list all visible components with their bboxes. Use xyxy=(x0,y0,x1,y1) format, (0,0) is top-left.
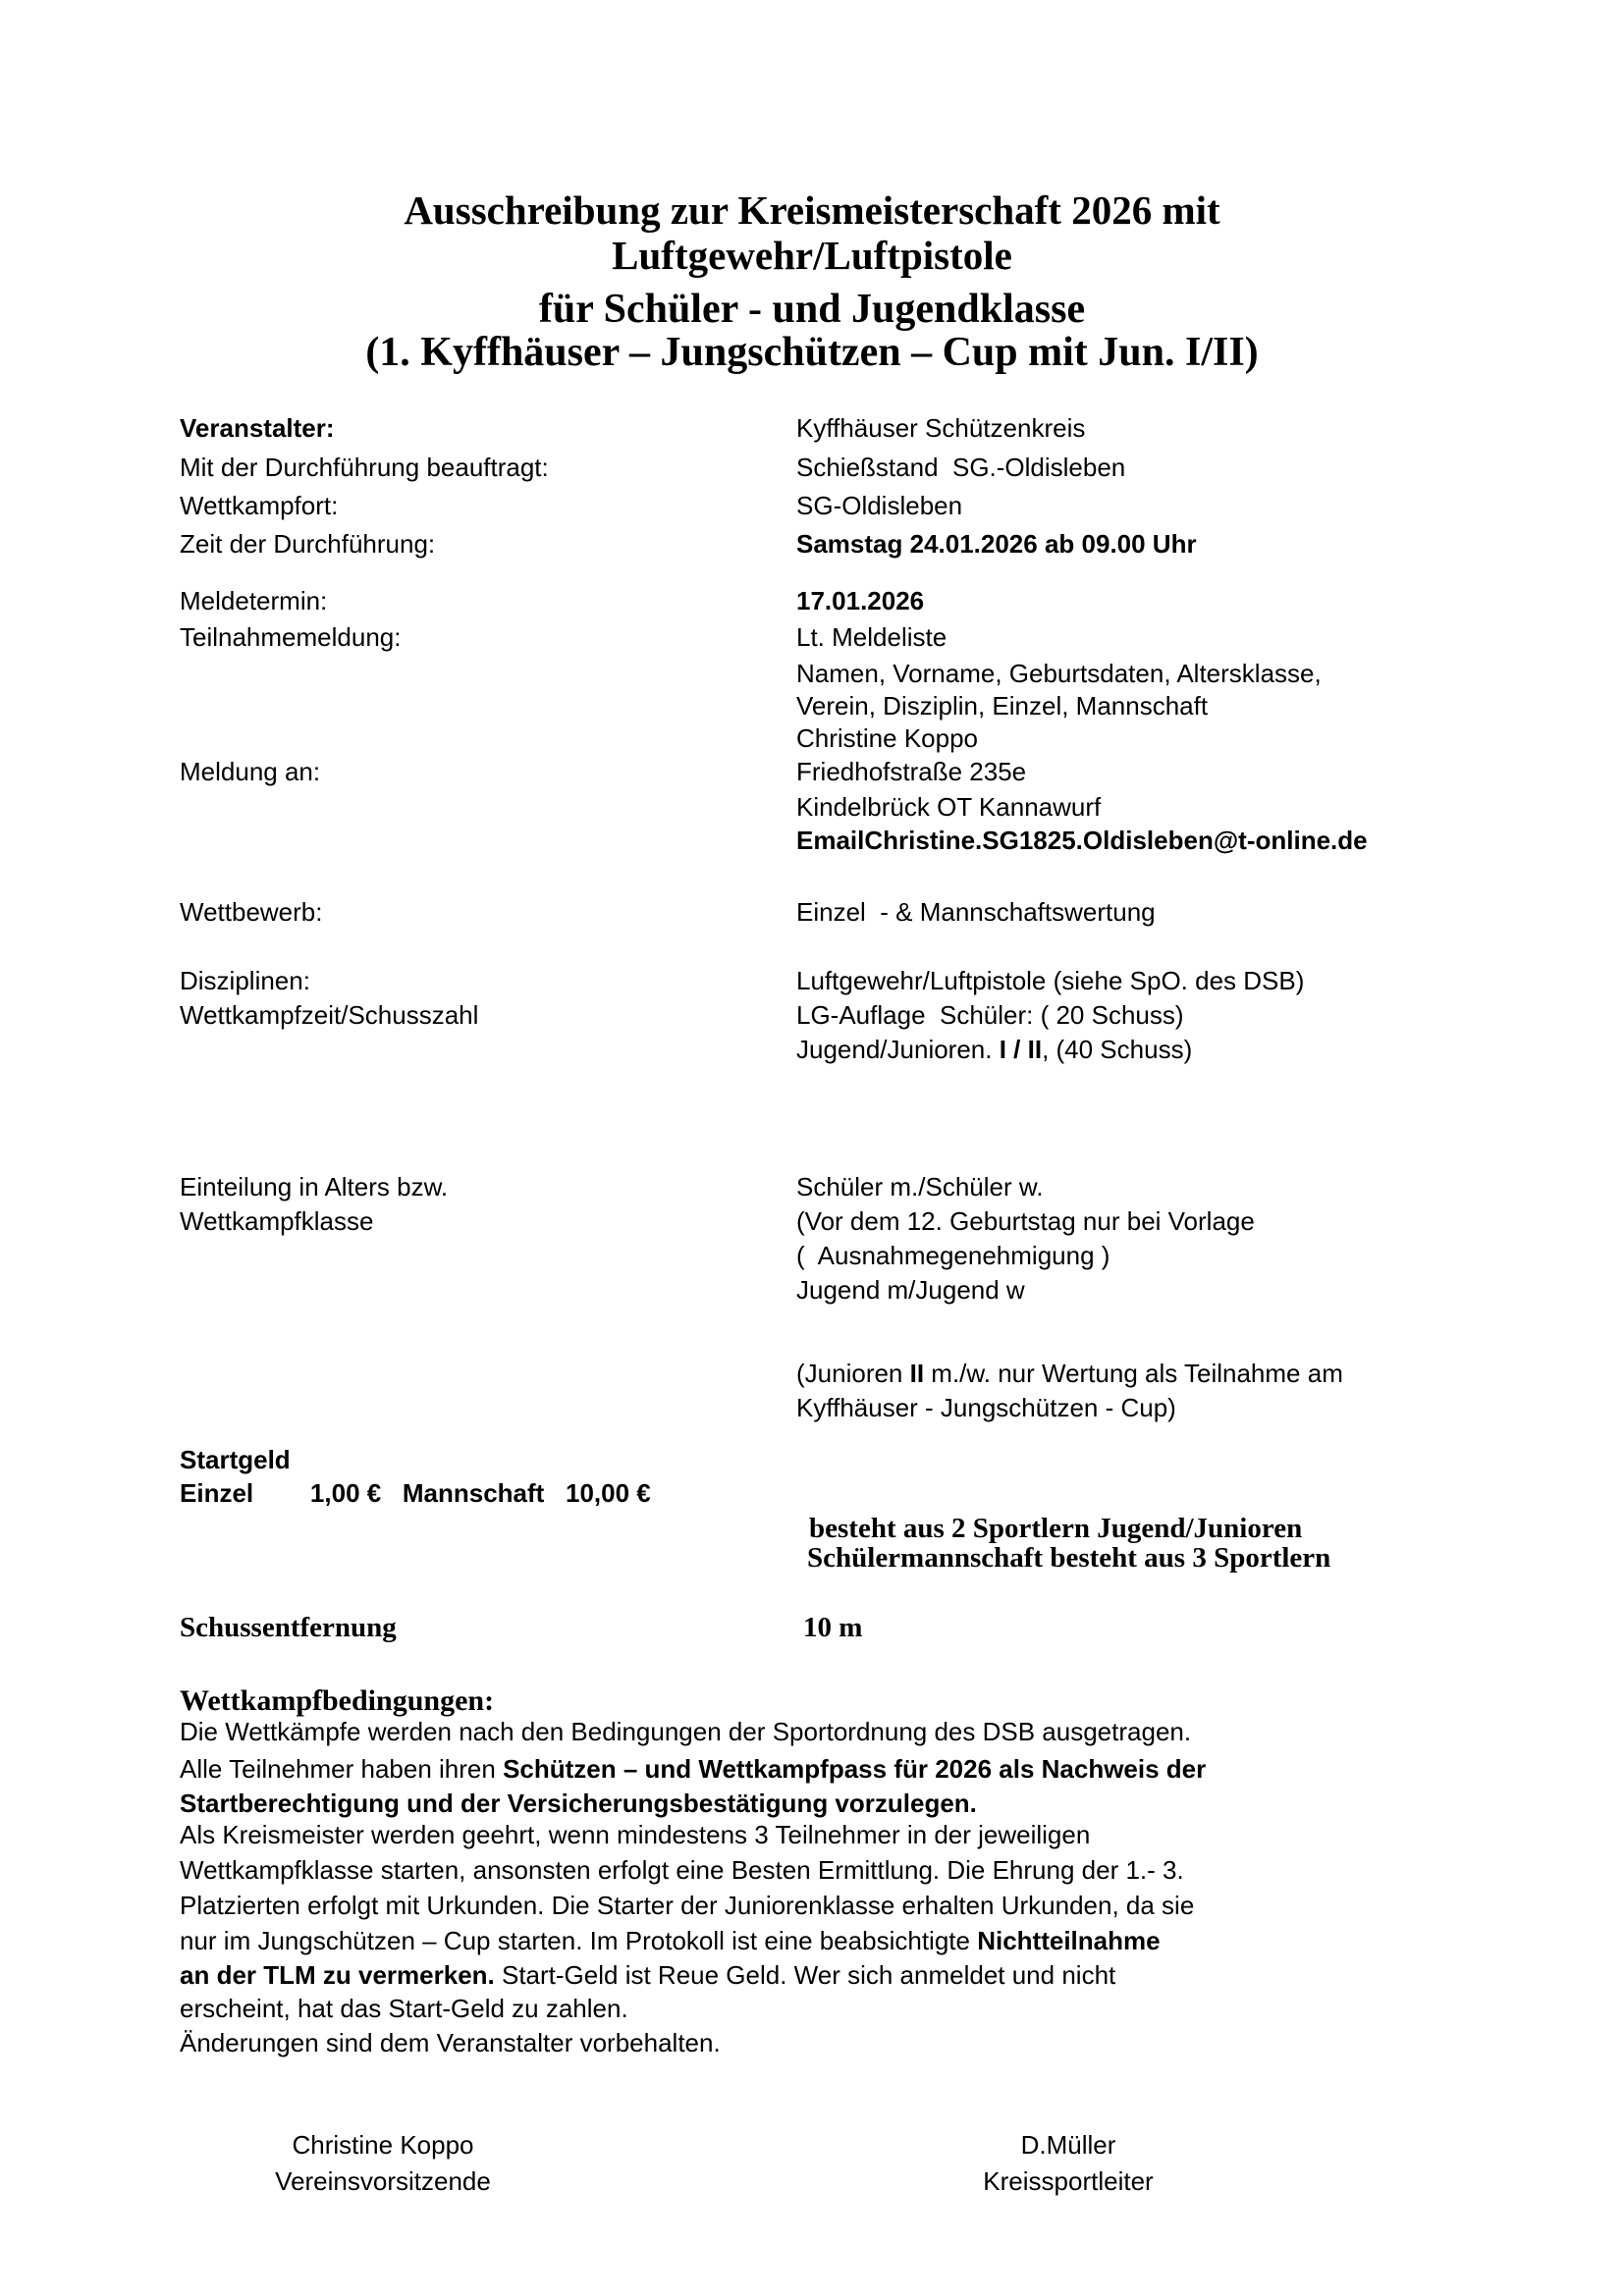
document-subtitle-line2: (1. Kyffhäuser – Jungschützen – Cup mit Jun. I/II) xyxy=(365,330,1259,375)
field-value-teilnahme-line4: Christine Koppo xyxy=(796,723,978,753)
field-label-meldung-an: Meldung an: xyxy=(180,757,321,786)
field-value-klassen-line1: Schüler m./Schüler w. xyxy=(796,1172,1044,1201)
field-value-meldung-city: Kindelbrück OT Kannawurf xyxy=(796,792,1102,822)
field-label-wettkampfzeit: Wettkampfzeit/Schusszahl xyxy=(180,1000,479,1030)
junioren-text-prefix: (Junioren xyxy=(796,1359,910,1388)
field-value-wettkampfort: SG-Oldisleben xyxy=(796,491,963,520)
team-composition-line2: Schülermannschaft besteht aus 3 Sportlern xyxy=(807,1542,1331,1574)
terms-line8-normal: Start-Geld ist Reue Geld. Wer sich anmeldet und nicht xyxy=(494,1960,1116,1990)
field-value-klassen-line3: ( Ausnahmegenehmigung ) xyxy=(796,1241,1110,1270)
jugend-text-suffix: , (40 Schuss) xyxy=(1042,1035,1193,1064)
field-value-meldetermin: 17.01.2026 xyxy=(796,586,925,615)
field-label-teilnahmemeldung: Teilnahmemeldung: xyxy=(180,622,402,652)
field-value-teilnahmemeldung: Lt. Meldeliste xyxy=(796,622,947,652)
terms-line4: Als Kreismeister werden geehrt, wenn mindestens 3 Teilnehmer in der jeweiligen xyxy=(180,1820,1091,1849)
field-label-disziplinen: Disziplinen: xyxy=(180,966,310,995)
field-label-meldetermin: Meldetermin: xyxy=(180,586,328,615)
terms-line3: Startberechtigung und der Versicherungsbestätigung vorzulegen. xyxy=(180,1789,977,1818)
field-value-schussentfernung: 10 m xyxy=(803,1612,863,1643)
terms-line6: Platzierten erfolgt mit Urkunden. Die Starter der Juniorenklasse erhalten Urkunden, da sie xyxy=(180,1891,1195,1920)
heading-wettkampfbedingungen: Wettkampfbedingungen: xyxy=(180,1684,495,1717)
junioren-text-suffix: m./w. nur Wertung als Teilnahme am xyxy=(924,1359,1343,1388)
field-label-zeit: Zeit der Durchführung: xyxy=(180,529,436,559)
startgeld-amounts-line: Einzel 1,00 € Mannschaft 10,00 € xyxy=(180,1478,651,1508)
jugend-text-bold: I / II xyxy=(999,1035,1043,1064)
terms-line2-bold: Schützen – und Wettkampfpass für 2026 als Nachweis der xyxy=(503,1754,1207,1784)
field-value-disziplinen: Luftgewehr/Luftpistole (siehe SpO. des DSB) xyxy=(796,966,1305,995)
field-value-junioren-note-line1 xyxy=(796,1359,1343,1389)
document-subtitle-line1: für Schüler - und Jugendklasse xyxy=(538,287,1086,332)
field-value-teilnahme-line3: Verein, Disziplin, Einzel, Mannschaft xyxy=(796,691,1209,721)
field-value-wettkampfzeit: LG-Auflage Schüler: ( 20 Schuss) xyxy=(796,1000,1184,1030)
jugend-text-normal: Jugend/Junioren. xyxy=(796,1035,1000,1064)
field-value-wettbewerb: Einzel - & Mannschaftswertung xyxy=(796,897,1156,927)
field-value-teilnahme-line2: Namen, Vorname, Geburtsdaten, Altersklasse, xyxy=(796,659,1322,688)
heading-startgeld: Startgeld xyxy=(180,1445,291,1474)
terms-line7-normal: nur im Jungschützen – Cup starten. Im Protokoll ist eine beabsichtigte xyxy=(180,1926,978,1955)
terms-line8 xyxy=(180,1960,1115,1991)
terms-line10: Änderungen sind dem Veranstalter vorbehalten. xyxy=(180,2028,721,2057)
field-value-durchfuehrung: Schießstand SG.-Oldisleben xyxy=(796,453,1126,482)
terms-line2-normal: Alle Teilnehmer haben ihren xyxy=(180,1754,504,1784)
field-label-einteilung-line1: Einteilung in Alters bzw. xyxy=(180,1172,449,1201)
signature-right-role: Kreissportleiter xyxy=(983,2166,1154,2196)
field-value-veranstalter: Kyffhäuser Schützenkreis xyxy=(796,413,1086,443)
field-label-durchfuehrung: Mit der Durchführung beauftragt: xyxy=(180,453,549,482)
terms-line2 xyxy=(180,1754,1206,1785)
terms-line7 xyxy=(180,1926,1161,1956)
terms-line8-bold: an der TLM zu vermerken. xyxy=(180,1960,495,1990)
terms-line1: Die Wettkämpfe werden nach den Bedingungen der Sportordnung des DSB ausgetragen. xyxy=(180,1717,1192,1746)
signature-right-name: D.Müller xyxy=(1020,2130,1116,2160)
field-value-meldung-email: EmailChristine.SG1825.Oldisleben@t-online.de xyxy=(796,826,1368,855)
field-value-klassen-line2: (Vor dem 12. Geburtstag nur bei Vorlage xyxy=(796,1206,1255,1236)
field-label-veranstalter: Veranstalter: xyxy=(180,413,335,443)
field-value-jugend-junioren xyxy=(796,1035,1192,1065)
field-value-junioren-note-line2: Kyffhäuser - Jungschützen - Cup) xyxy=(796,1393,1176,1422)
field-value-zeit: Samstag 24.01.2026 ab 09.00 Uhr xyxy=(796,529,1197,559)
junioren-text-bold: II xyxy=(909,1359,925,1388)
document-title-line1: Ausschreibung zur Kreismeisterschaft 2026 mit xyxy=(404,187,1220,233)
field-label-einteilung-line2: Wettkampfklasse xyxy=(180,1206,374,1236)
terms-line5: Wettkampfklasse starten, ansonsten erfolgt eine Besten Ermittlung. Die Ehrung der 1.- 3. xyxy=(180,1855,1184,1885)
terms-line7-bold: Nichtteilnahme xyxy=(977,1926,1161,1955)
field-value-klassen-line4: Jugend m/Jugend w xyxy=(796,1275,1025,1305)
signature-left-role: Vereinsvorsitzende xyxy=(275,2166,491,2196)
field-value-meldung-street: Friedhofstraße 235e xyxy=(796,757,1027,786)
field-label-wettbewerb: Wettbewerb: xyxy=(180,897,323,927)
document-title-line2: Luftgewehr/Luftpistole xyxy=(612,233,1012,278)
field-label-wettkampfort: Wettkampfort: xyxy=(180,491,339,520)
field-label-schussentfernung: Schussentfernung xyxy=(180,1612,397,1643)
terms-line9: erscheint, hat das Start-Geld zu zahlen. xyxy=(180,1994,628,2023)
signature-left-name: Christine Koppo xyxy=(292,2130,474,2160)
team-composition-line1: besteht aus 2 Sportlern Jugend/Junioren xyxy=(809,1513,1303,1544)
